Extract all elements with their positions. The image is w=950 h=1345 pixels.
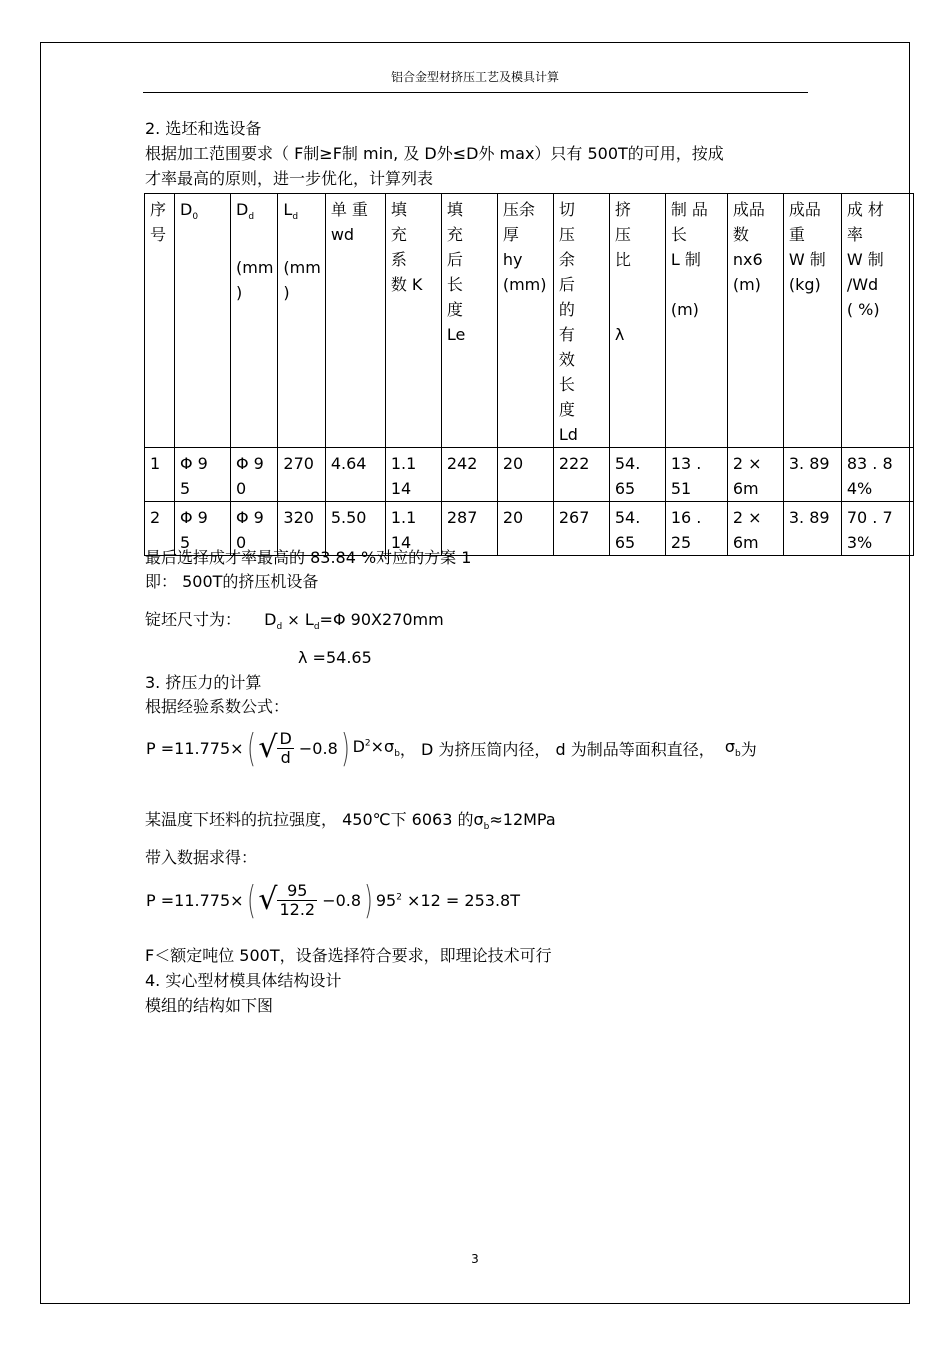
section3-heading: 3. 挤压力的计算 bbox=[145, 673, 262, 692]
table-cell: 13 . 51 bbox=[665, 448, 727, 502]
header-divider bbox=[143, 92, 808, 93]
table-cell: 83 . 8 4% bbox=[841, 448, 913, 502]
section2-heading: 2. 选坯和选设备 bbox=[145, 119, 262, 138]
formula-description: ， D 为挤压筒内径， d 为制品等面积直径， bbox=[399, 739, 715, 759]
table-cell: 2 × 6m bbox=[727, 448, 783, 502]
table-cell: 70 . 7 3% bbox=[841, 502, 913, 556]
table-header-cell: 压余 厚 hy (mm) bbox=[497, 194, 553, 448]
table-header-cell: 成 材 率 W 制 /Wd ( %) bbox=[841, 194, 913, 448]
ingot-size-value: =Φ 90X270mm bbox=[319, 610, 444, 629]
table-header-row bbox=[145, 194, 914, 448]
table-cell: 320 bbox=[278, 502, 325, 556]
table-cell: 1.1 14 bbox=[385, 502, 441, 556]
choice-line: 最后选择成才率最高的 83.84 %对应的方案 1 bbox=[145, 548, 472, 567]
calc-numerator: 95 bbox=[277, 882, 317, 901]
table-cell: Φ 9 0 bbox=[231, 502, 278, 556]
calc-result: 12 = 253.8T bbox=[420, 890, 520, 910]
substitute-line: 带入数据求得： bbox=[145, 848, 258, 867]
table-cell: 4.64 bbox=[325, 448, 385, 502]
table-cell: Φ 9 0 bbox=[231, 448, 278, 502]
equipment-line: 即： 500T的挤压机设备 bbox=[145, 572, 319, 591]
table-cell: 20 bbox=[497, 502, 553, 556]
table-cell: 54. 65 bbox=[609, 502, 665, 556]
formula-prefix: P =11.775 bbox=[146, 738, 231, 758]
table-header-cell: 制 品 长 L 制 (m) bbox=[665, 194, 727, 448]
section4-line: 模组的结构如下图 bbox=[145, 996, 274, 1015]
page-number: 3 bbox=[471, 1252, 479, 1266]
table-header-cell: 挤 压 比 λ bbox=[609, 194, 665, 448]
strength-text: 某温度下坯料的抗拉强度， 450℃下 6063 的 bbox=[145, 810, 474, 829]
table-cell: 20 bbox=[497, 448, 553, 502]
table-header-cell: $L_d$ (mm ) bbox=[278, 194, 325, 448]
section2-paragraph-line2: 才率最高的原则，进一步优化，计算列表 bbox=[145, 169, 434, 188]
table-cell: Φ 9 5 bbox=[175, 502, 231, 556]
section4-heading: 4. 实心型材模具体结构设计 bbox=[145, 971, 342, 990]
table-header-cell: 成品 数 nx6 (m) bbox=[727, 194, 783, 448]
table-header-cell: $D_0$ bbox=[175, 194, 231, 448]
table-cell: 222 bbox=[553, 448, 609, 502]
table-header-cell: 填 充 系 数 K bbox=[385, 194, 441, 448]
section2-paragraph-line1: 根据加工范围要求（ F制≥F制 min, 及 D外≤D外 max）只有 500T的可用，按成 bbox=[145, 144, 724, 163]
conclusion-line: F＜额定吨位 500T，设备选择符合要求，即理论技术可行 bbox=[145, 946, 552, 965]
table-cell: 1.1 14 bbox=[385, 448, 441, 502]
table-cell: 2 × 6m bbox=[727, 502, 783, 556]
page-header: 铝合金型材挤压工艺及模具计算 bbox=[390, 70, 559, 84]
table-header-cell: 成品 重 W 制 (kg) bbox=[783, 194, 841, 448]
section3-intro: 根据经验系数公式： bbox=[145, 697, 290, 716]
table-cell: Φ 9 5 bbox=[175, 448, 231, 502]
table-cell: 287 bbox=[441, 502, 497, 556]
calc-denominator: 12.2 bbox=[279, 899, 316, 919]
strength-line: 某温度下坯料的抗拉强度， 450℃下 6063 的$\sigma_b\approx 12MPa$ bbox=[145, 810, 556, 833]
ingot-size-line: 锭坯尺寸为： $D_d \times L_d=\Phi$ 90X270mm bbox=[145, 610, 444, 633]
billet-selection-table bbox=[144, 193, 914, 556]
table-cell: 242 bbox=[441, 448, 497, 502]
table-cell: 16 . 25 bbox=[665, 502, 727, 556]
strength-value: ≈12MPa bbox=[489, 810, 556, 829]
table-cell: 3. 89 bbox=[783, 502, 841, 556]
table-header-cell: 序 号 bbox=[145, 194, 175, 448]
calc-prefix: P =11.775 bbox=[146, 890, 231, 910]
table-cell: 270 bbox=[278, 448, 325, 502]
table-header-cell: $D_d$ (mm ) bbox=[231, 194, 278, 448]
empirical-formula: P =11.775×(√ $\frac{D}{d}$ −0.8) $D^2\times\sigma_b$， D 为挤压筒内径， d 为制品等面积直径， $\sigma_b$为 bbox=[146, 726, 757, 770]
ingot-size-label: 锭坯尺寸为： bbox=[145, 610, 242, 629]
table-header-cell: 切 压 余 后 的 有 效 长 度 Ld bbox=[553, 194, 609, 448]
table-cell: 54. 65 bbox=[609, 448, 665, 502]
table-cell: 267 bbox=[553, 502, 609, 556]
table-cell: 2 bbox=[145, 502, 175, 556]
table-header-cell: 单 重 wd bbox=[325, 194, 385, 448]
formula-tail: 为 bbox=[740, 739, 757, 759]
table-cell: 3. 89 bbox=[783, 448, 841, 502]
extrusion-ratio-line: λ =54.65 bbox=[298, 648, 372, 667]
table-header-cell: 填 充 后 长 度 Le bbox=[441, 194, 497, 448]
table-cell: 1 bbox=[145, 448, 175, 502]
force-calculation: P =11.775×(√ $\frac{95}{12.2}$ −0.8) $95^2 \times 12 = 253.8T$ bbox=[146, 878, 520, 922]
table-cell: 5.50 bbox=[325, 502, 385, 556]
table-row bbox=[145, 448, 914, 502]
